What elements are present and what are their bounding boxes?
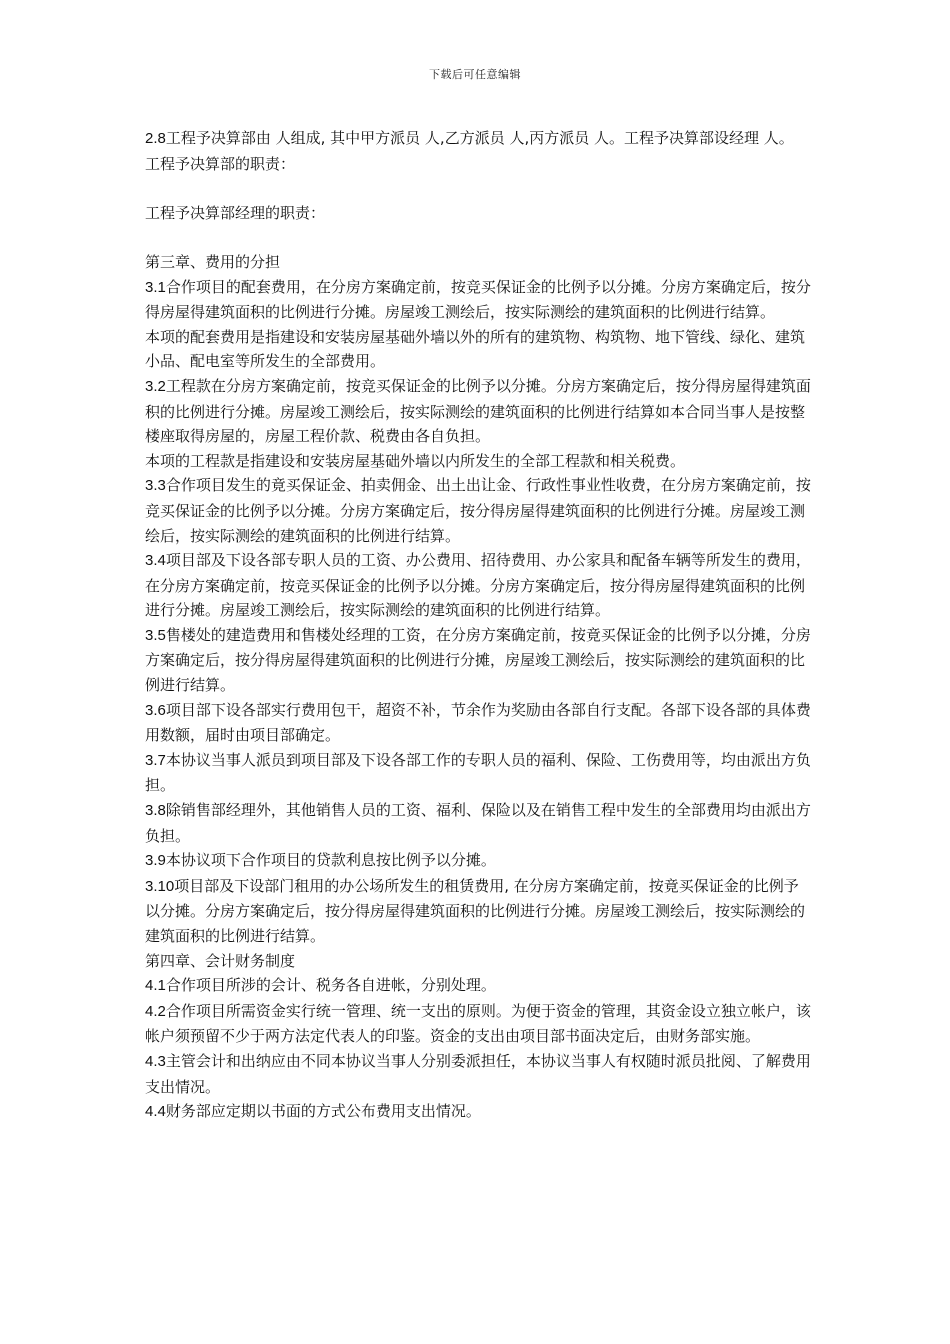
paragraph-text: 第三章、费用的分担 [145, 252, 281, 271]
paragraph-text: 除销售部经理外，其他销售人员的工资、福利、保险以及在销售工程中发生的全部费用均由派出方负担。 [145, 801, 811, 845]
clause-number: 3.6 [145, 701, 166, 719]
paragraph [145, 798, 813, 848]
paragraph-text: 合作项目的配套费用，在分房方案确定前，按竞买保证金的比例予以分摊。分房方案确定后，按分得房屋得建筑面积的比例进行分摊。房屋竣工测绘后，按实际测绘的建筑面积的比例进行结算。 [145, 277, 811, 322]
paragraph [145, 325, 813, 374]
paragraph-text: 合作项目所涉的会计、税务各自进帐，分别处理。 [165, 976, 496, 995]
paragraph-text: 项目部及下设部门租用的办公场所发生的租赁费用, 在分房方案确定前，按竟买保证金的比例予以分摊。分房方案确定后，按分得房屋得建筑面积的比例进行分摊。房屋竣工测绘后，按实际测绘的建筑面积的比例进行结算。 [145, 876, 806, 945]
clause-number: 3.8 [145, 802, 166, 820]
paragraph-text: 工程款在分房方案确定前，按竞买保证金的比例予以分摊。分房方案确定后，按分得房屋得建筑面积的比例进行分摊。房屋竣工测绘后，按实际测绘的建筑面积的比例进行结算如本合同当事人是按整楼座取得房屋的，房屋工程价款、税费由各自负担。 [145, 376, 811, 446]
paragraph [145, 201, 813, 226]
paragraph [145, 623, 813, 698]
blank-line [145, 176, 813, 201]
paragraph [145, 126, 813, 152]
clause-number: 3.7 [145, 751, 166, 769]
paragraph-text: 项目部下设各部实行费用包干，超资不补，节余作为奖励由各部自行支配。各部下设各部的具体费用数额，届时由项目部确定。 [145, 700, 811, 745]
paragraph-text: 工程予决算部经理的职责： [145, 203, 326, 222]
paragraph-text: 项目部及下设各部专职人员的工资、办公费用、招待费用、办公家具和配备车辆等所发生的费用，在分房方案确定前，按竞买保证金的比例予以分摊。分房方案确定后，按分得房屋得建筑面积的比例进行分摊。房屋竣工测绘后，按实际测绘的建筑面积的比例进行结算。 [145, 551, 811, 620]
paragraph [145, 1099, 813, 1125]
paragraph [145, 748, 813, 798]
paragraph-text: 第四章、会计财务制度 [145, 951, 296, 970]
paragraph [145, 374, 813, 449]
clause-number: 3.1 [145, 278, 166, 296]
clause-number: 3.5 [145, 626, 166, 644]
blank-line [145, 225, 813, 250]
clause-number: 4.2 [145, 1002, 166, 1020]
clause-number: 3.4 [145, 552, 166, 570]
paragraph-text: 本协议项下合作项目的贷款利息按比例予以分摊。 [165, 851, 496, 870]
paragraph-text: 工程予决算部的职责： [145, 154, 296, 173]
paragraph-text: 财务部应定期以书面的方式公布费用支出情况。 [165, 1102, 481, 1121]
clause-number: 3.9 [145, 852, 166, 870]
clause-number: 3.10 [145, 877, 175, 895]
paragraph-text: 主管会计和出纳应由不同本协议当事人分别委派担任，本协议当事人有权随时派员批阅、了解费用支出情况。 [145, 1051, 811, 1096]
clause-number: 2.8 [145, 130, 166, 147]
paragraph [145, 973, 813, 999]
paragraph [145, 250, 813, 275]
paragraph-text: 合作项目发生的竟买保证金、拍卖佣金、出土出让金、行政性事业性收费，在分房方案确定前，按竞买保证金的比例予以分摊。分房方案确定后，按分得房屋得建筑面积的比例进行分摊。房屋竣工测绘后，按实际测绘的建筑面积的比例进行结算。 [145, 476, 811, 545]
paragraph-text: 本协议当事人派员到项目部及下设各部工作的专职人员的福利、保险、工伤费用等，均由派出方负担。 [145, 750, 811, 795]
paragraph [145, 152, 813, 177]
clause-number: 4.1 [145, 977, 166, 995]
clause-number: 3.3 [145, 477, 166, 495]
paragraph [145, 698, 813, 748]
paragraph [145, 449, 813, 474]
paragraph-text: 合作项目所需资金实行统一管理、统一支出的原则。为便于资金的管理，其资金设立独立帐户，该帐户须预留不少于两方法定代表人的印鉴。资金的支出由项目部书面决定后，由财务部实施。 [145, 1001, 811, 1046]
paragraph [145, 1049, 813, 1099]
document-body [145, 126, 813, 1125]
paragraph-text: 本项的配套费用是指建设和安装房屋基础外墙以外的所有的建筑物、构筑物、地下管线、绿化、建筑小品、配电室等所发生的全部费用。 [145, 327, 806, 371]
paragraph [145, 848, 813, 874]
paragraph-text: 工程予决算部由 人组成, 其中甲方派员 人,乙方派员 人,丙方派员 人。工程予决算部设经理 人。 [165, 129, 794, 147]
paragraph [145, 275, 813, 325]
clause-number: 3.2 [145, 377, 166, 395]
paragraph [145, 999, 813, 1049]
paragraph [145, 949, 813, 974]
page-header: 下载后可任意编辑 [429, 68, 521, 81]
paragraph [145, 874, 813, 949]
paragraph-text: 本项的工程款是指建设和安装房屋基础外墙以内所发生的全部工程款和相关税费。 [145, 451, 686, 470]
clause-number: 4.3 [145, 1052, 166, 1070]
paragraph [145, 548, 813, 623]
paragraph-text: 售楼处的建造费用和售楼处经理的工资，在分房方案确定前，按竟买保证金的比例予以分摊，分房方案确定后，按分得房屋得建筑面积的比例进行分摊，房屋竣工测绘后，按实际测绘的建筑面积的比例进行结算。 [145, 625, 811, 695]
paragraph [145, 473, 813, 548]
clause-number: 4.4 [145, 1103, 166, 1121]
